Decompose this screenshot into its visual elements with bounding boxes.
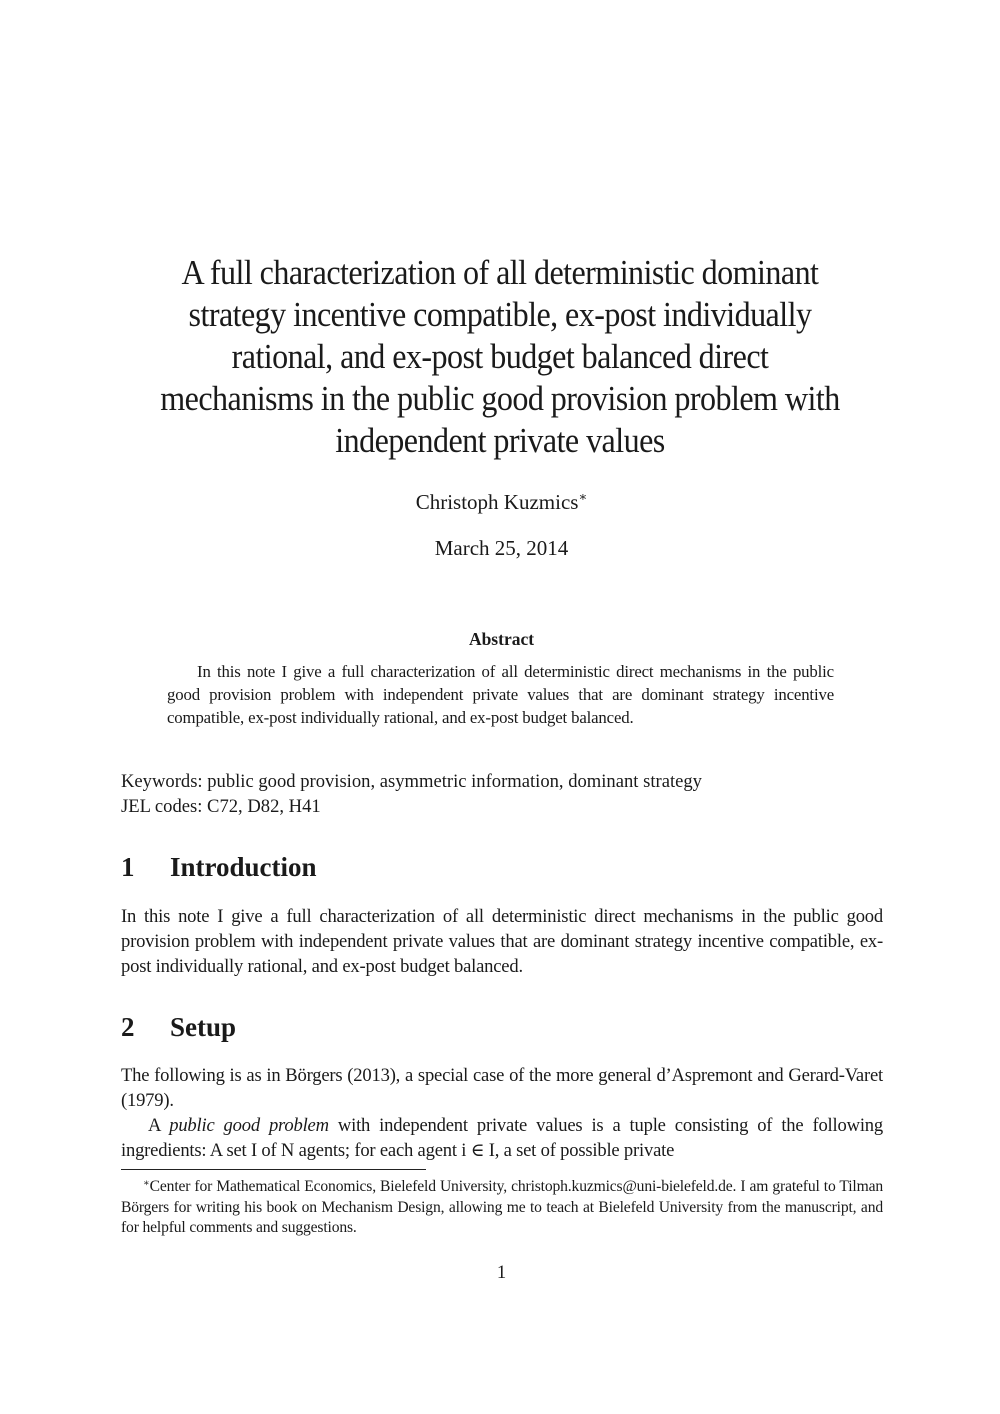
title-line: A full characterization of all deterministic dominant [181,254,819,292]
keywords-line: Keywords: public good provision, asymmetric information, dominant strategy [121,771,702,792]
date: March 25, 2014 [434,536,569,560]
keywords-block [121,769,901,819]
footnote-text: Center for Mathematical Economics, Bielefeld University, christoph.kuzmics@uni-bielefeld.de. I am grateful to Tilman Börgers for writing his book on Mechanism Design, allowing me to teach at Bielefeld University from the manuscript, and for helpful comments and suggestions. [121,1178,883,1236]
author [0,489,1000,515]
section-number: 1 [121,852,135,882]
setup-paragraph-1: The following is as in Börgers (2013), a special case of the more general d’Aspremont and Gerard-Varet (1979). [121,1065,883,1111]
section-title: Introduction [170,852,317,882]
introduction-paragraph: In this note I give a full characterization of all deterministic direct mechanisms in the public good provision problem with independent private values that are dominant strategy incentive compatible, ex-post individually rational, and ex-post budget balanced. [121,906,883,977]
jel-codes-line: JEL codes: C72, D82, H41 [121,796,321,817]
author-footnote-mark: ∗ [578,489,588,504]
author-name: Christoph Kuzmics [415,490,579,514]
footnote [121,1174,883,1239]
title-line: independent private values [335,422,665,460]
setup-paragraph-2: A public good problem with independent private values is a tuple consisting of the following ingredients: A set I of N agents; for each agent i ∈ I, a set of possible private [121,1115,883,1161]
emphasized-term: public good problem [169,1115,329,1136]
footnote-mark: ∗ [143,1178,150,1189]
section-title: Setup [170,1012,237,1042]
abstract-text: In this note I give a full characterization of all deterministic direct mechanisms in the public good provision problem with independent private values that are dominant strategy incentive compatible, ex-post individually rational, and ex-post budget balanced. [167,662,834,727]
footnote-divider [121,1169,426,1170]
paper-title [128,252,872,462]
title-line: strategy incentive compatible, ex-post individually [188,296,812,334]
abstract-heading: Abstract [468,629,535,649]
title-line: mechanisms in the public good provision problem with [160,380,840,418]
section-heading-setup [121,1012,236,1043]
page-number: 1 [496,1262,507,1283]
section-heading-introduction [121,852,317,883]
section-number: 2 [121,1012,135,1042]
title-line: rational, and ex-post budget balanced direct [231,338,769,376]
